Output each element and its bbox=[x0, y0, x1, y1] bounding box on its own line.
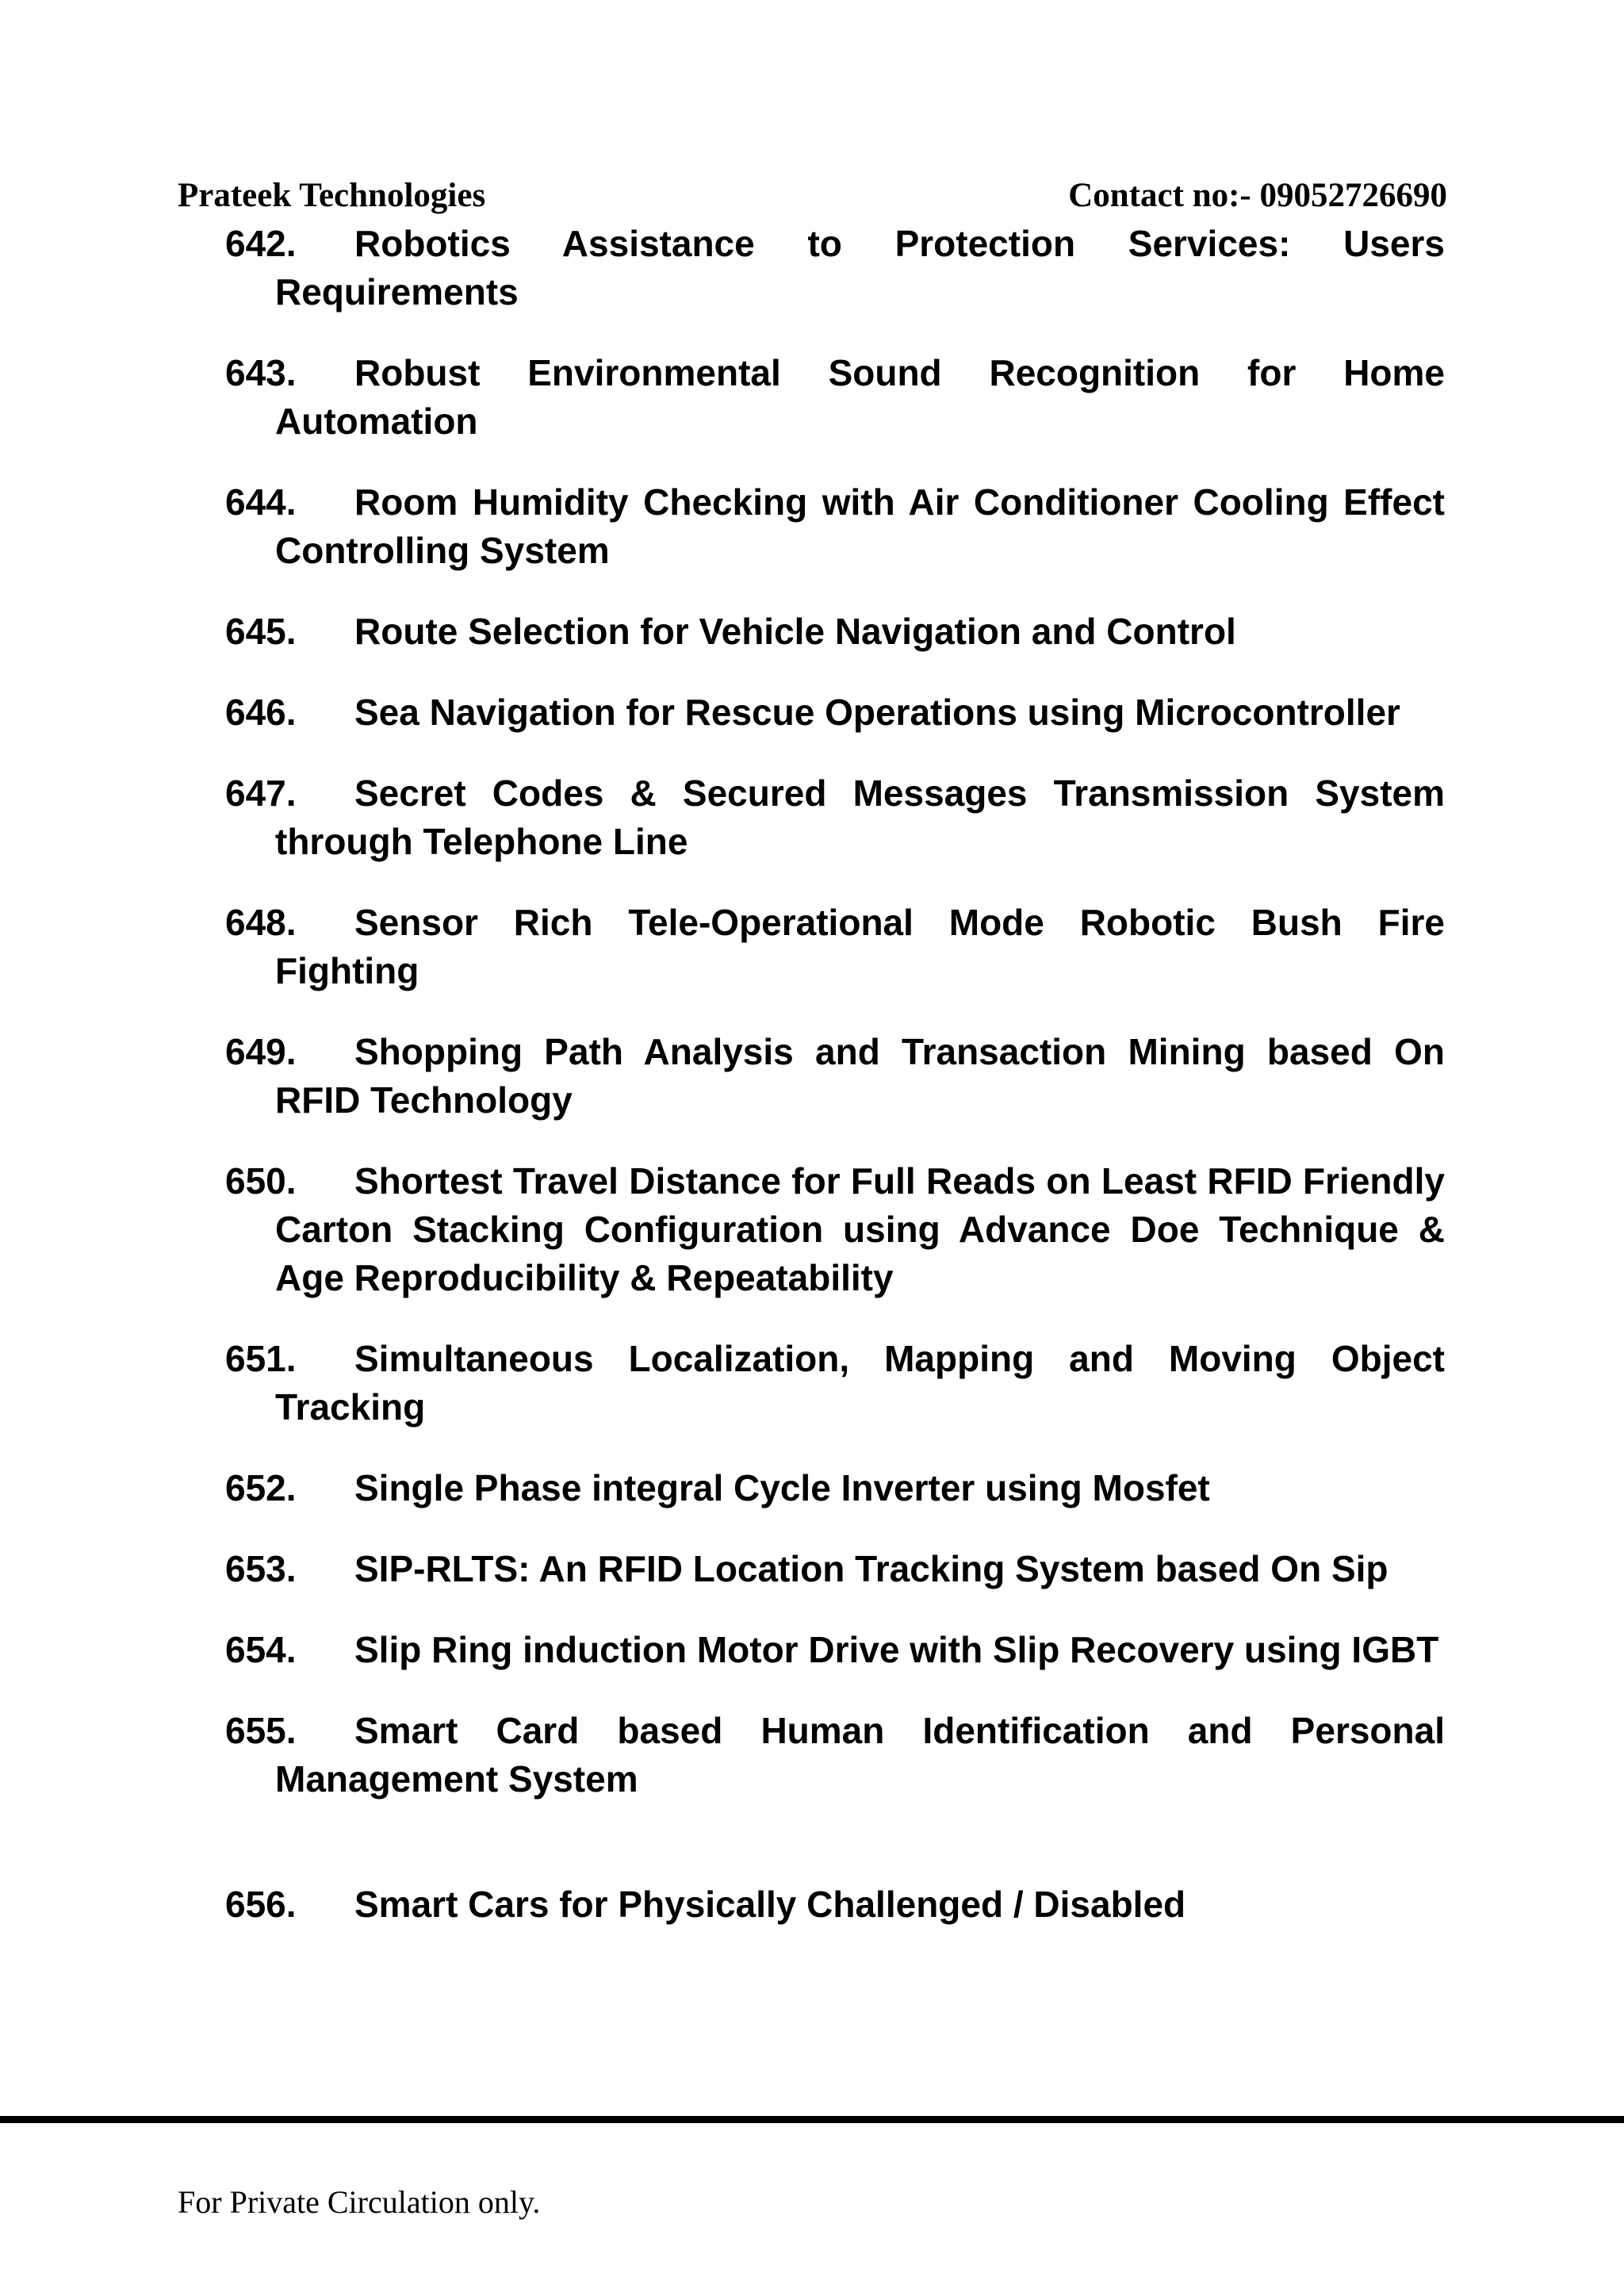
item-number: 647. bbox=[225, 772, 297, 814]
item-number: 649. bbox=[225, 1031, 297, 1072]
item-title: Shortest Travel Distance for Full Reads on Least RFID Friendly Carton Stacking Configuration using Advance Doe Technique & Age Reproducibility & Repeatability bbox=[275, 1160, 1445, 1298]
item-number: 651. bbox=[225, 1338, 297, 1379]
item-number: 645. bbox=[225, 611, 297, 652]
page-header bbox=[178, 176, 1447, 224]
footer-divider bbox=[0, 2116, 1624, 2123]
item-number: 650. bbox=[225, 1160, 297, 1202]
item-number: 656. bbox=[225, 1884, 297, 1925]
list-item bbox=[225, 1464, 1445, 1512]
item-number: 652. bbox=[225, 1467, 297, 1508]
item-number: 646. bbox=[225, 692, 297, 733]
item-title: Shopping Path Analysis and Transaction Mining based On RFID Technology bbox=[275, 1031, 1445, 1121]
item-title: Robust Environmental Sound Recognition for Home Automation bbox=[275, 352, 1445, 442]
footer-note: For Private Circulation only. bbox=[178, 2184, 541, 2220]
item-number: 643. bbox=[225, 352, 297, 393]
item-number: 644. bbox=[225, 481, 297, 523]
list-item bbox=[225, 1157, 1445, 1302]
item-title: Room Humidity Checking with Air Conditioner Cooling Effect Controlling System bbox=[275, 481, 1445, 571]
item-title: Robotics Assistance to Protection Services: Users Requirements bbox=[275, 223, 1445, 312]
item-number: 654. bbox=[225, 1629, 297, 1670]
item-title: Simultaneous Localization, Mapping and Moving Object Tracking bbox=[275, 1338, 1445, 1428]
item-title: Single Phase integral Cycle Inverter using Mosfet bbox=[354, 1467, 1210, 1508]
list-item bbox=[225, 478, 1445, 575]
list-item bbox=[225, 220, 1445, 316]
contact-number: Contact no:- 09052726690 bbox=[1068, 177, 1447, 214]
list-item bbox=[225, 1626, 1445, 1674]
list-item bbox=[225, 1880, 1445, 1929]
list-item bbox=[225, 1028, 1445, 1125]
item-title: Slip Ring induction Motor Drive with Slip Recovery using IGBT bbox=[354, 1629, 1439, 1670]
list-item bbox=[225, 1707, 1445, 1803]
item-title: SIP-RLTS: An RFID Location Tracking System based On Sip bbox=[354, 1548, 1388, 1589]
list-item bbox=[225, 349, 1445, 446]
item-title: Smart Card based Human Identification and Personal Management System bbox=[275, 1710, 1445, 1800]
list-item bbox=[225, 769, 1445, 866]
list-item bbox=[225, 899, 1445, 995]
list-item bbox=[225, 688, 1445, 737]
company-name: Prateek Technologies bbox=[178, 177, 486, 214]
item-number: 653. bbox=[225, 1548, 297, 1589]
item-number: 655. bbox=[225, 1710, 297, 1751]
item-title: Sea Navigation for Rescue Operations using Microcontroller bbox=[354, 692, 1400, 733]
item-title: Secret Codes & Secured Messages Transmission System through Telephone Line bbox=[275, 772, 1445, 862]
item-title: Sensor Rich Tele-Operational Mode Robotic Bush Fire Fighting bbox=[275, 902, 1445, 991]
project-list bbox=[225, 220, 1445, 1961]
item-title: Route Selection for Vehicle Navigation and Control bbox=[354, 611, 1236, 652]
item-title: Smart Cars for Physically Challenged / Disabled bbox=[354, 1884, 1186, 1925]
list-item bbox=[225, 1545, 1445, 1593]
list-item bbox=[225, 1335, 1445, 1432]
list-item bbox=[225, 608, 1445, 656]
item-number: 648. bbox=[225, 902, 297, 943]
item-number: 642. bbox=[225, 223, 297, 264]
